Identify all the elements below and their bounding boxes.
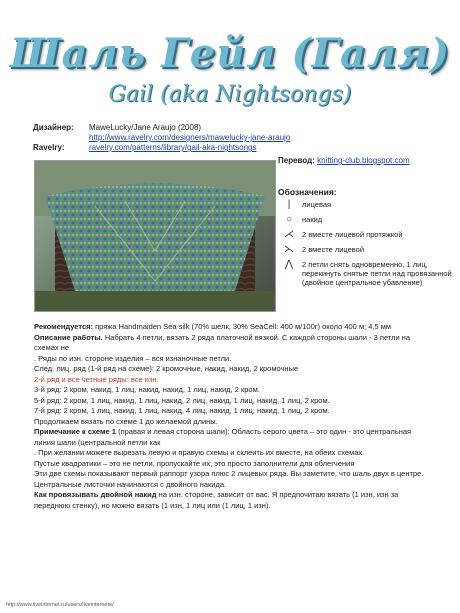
recommended-text: пряжа Handmaiden Sea silk (70% шелк, 30% SeaCell: 400 м/100г) около 400 м; 4,5 мм bbox=[95, 322, 392, 331]
designer-link-row bbox=[33, 133, 290, 143]
legend-item-label: 2 вместе лицевой протяжкой bbox=[302, 230, 403, 239]
double-yo-text: на изн. стороне, зависит от вас. Я предпочитаю вязать (1 изн, изн за переднюю стенку), но можно вязать (1 изн, 1 лиц или (1 лиц, 1 изн). bbox=[34, 490, 399, 510]
note-label: Примечание к схеме 1 bbox=[34, 427, 116, 436]
designer-value: MaweLucky/Jane Araujo (2008) bbox=[89, 123, 202, 132]
spacer bbox=[33, 133, 89, 143]
translation-label: Перевод: bbox=[278, 156, 315, 165]
double-yo-label: Как провязывать двойной накид bbox=[34, 490, 157, 499]
ravelry-row bbox=[33, 143, 290, 153]
legend-item bbox=[282, 200, 452, 209]
yarn-over-icon: ○ bbox=[285, 214, 293, 225]
legend-item-label: 2 петли снять одновременно, 1 лиц, перекинуть снятые петли над провязанной (двойное центральное убавление) bbox=[302, 260, 452, 287]
legend-item-label: 2 вместе лицевой bbox=[302, 245, 365, 254]
pattern-meta bbox=[33, 123, 290, 153]
description-text: Набрать 4 петли, вязать 2 ряда платочной вязкой. С каждой стороны шали - 3 петли на схемах не bbox=[34, 332, 411, 352]
recommended-label: Рекомендуется: bbox=[34, 322, 93, 331]
translation-link[interactable]: knitting-club.blogspot.com bbox=[317, 156, 410, 165]
double-decrease-icon: ⋀ bbox=[284, 259, 294, 270]
pattern-body bbox=[34, 322, 434, 511]
shawl-photo bbox=[34, 160, 276, 312]
note-line5: Центральные листочки начинаются с двойного накида. bbox=[34, 479, 227, 489]
description-label: Описание работы. bbox=[34, 332, 103, 342]
note-line4: Эти две схемы показывают первый раппорт узора плюс 2 лицевых ряда. Вы заметите, что шаль двух в центре. bbox=[34, 469, 424, 478]
purl-stitch-icon: | bbox=[287, 199, 291, 210]
page-subtitle: Gail (aka Nightsongs) bbox=[108, 82, 352, 107]
note-line3: Пустые квадратики – это не петли, пропускайте их, это просто заполнители для облегчения bbox=[34, 458, 355, 468]
row-3: 3-й ряд: 2 кром, накид, 1 лиц, накид, накид, 1 лиц, накид, 2 кром. bbox=[34, 385, 260, 394]
note-paragraph bbox=[34, 427, 434, 448]
legend bbox=[282, 200, 452, 293]
legend-item bbox=[282, 230, 452, 239]
double-yo-paragraph bbox=[34, 490, 434, 511]
row-2: 2-й ряд и все четные ряды: все изн. bbox=[34, 374, 159, 384]
note-text: (правая и левая сторона шали): Область серого цвета – это один - это центральная линия шали (центральной петли как bbox=[34, 427, 412, 447]
ravelry-label: Ravelry: bbox=[33, 143, 65, 152]
designer-row bbox=[33, 123, 290, 133]
legend-item-label: лицевая bbox=[302, 200, 332, 209]
translation-credit bbox=[278, 156, 410, 165]
page-title: Шаль Гейл (Галя) bbox=[9, 30, 451, 77]
legend-item bbox=[282, 260, 452, 287]
description-paragraph bbox=[34, 333, 434, 354]
designer-label: Дизайнер: bbox=[33, 123, 74, 132]
footer-url: http://www.liveinternet.ru/users/liveinternete/ bbox=[6, 602, 114, 608]
description-line2: . Ряды по изн. стороне изделия – вся изнаночные петли. bbox=[34, 353, 232, 363]
legend-item bbox=[282, 245, 452, 254]
row-7: 7-й ряд: 2 кром, 1 лиц, накид, 1 лиц, накид, 4 лиц, накид, 1 лиц, накид, 1 лиц, 2 кром. bbox=[34, 406, 330, 415]
designer-link[interactable]: http://www.ravelry.com/designers/mawelucky-jane-araujo bbox=[89, 133, 291, 142]
k2tog-tbl-icon: ⋌ bbox=[284, 229, 294, 240]
continue-instruction: Продолжаем вязать по схеме 1 до желаемой длины. bbox=[34, 416, 218, 426]
legend-item-label: накид bbox=[302, 215, 323, 224]
ravelry-link[interactable]: ravelry.com/patterns/library/gail-aka-nightsongs bbox=[89, 143, 257, 152]
row-5: 5-й ряд: 2 кром, 1 лиц, накид, 1 лиц, накид, 2 лиц, накид, 1 лиц, накид, 1 лиц, 2 кром. bbox=[34, 395, 330, 405]
row-1: След. лиц. ряд (1-й ряд на схеме): 2 кромочные, накид, накид, 2 кромочные bbox=[34, 364, 299, 373]
legend-item bbox=[282, 215, 452, 224]
note-line2: . При желании можете вырезать левую и правую схемы и склеить их вместе, на обеих схемах. bbox=[34, 448, 365, 457]
k2tog-icon: ⋋ bbox=[284, 244, 294, 255]
shawl-photo-illustration bbox=[35, 161, 275, 311]
recommended-paragraph bbox=[34, 322, 434, 333]
legend-title: Обозначения: bbox=[278, 187, 337, 197]
